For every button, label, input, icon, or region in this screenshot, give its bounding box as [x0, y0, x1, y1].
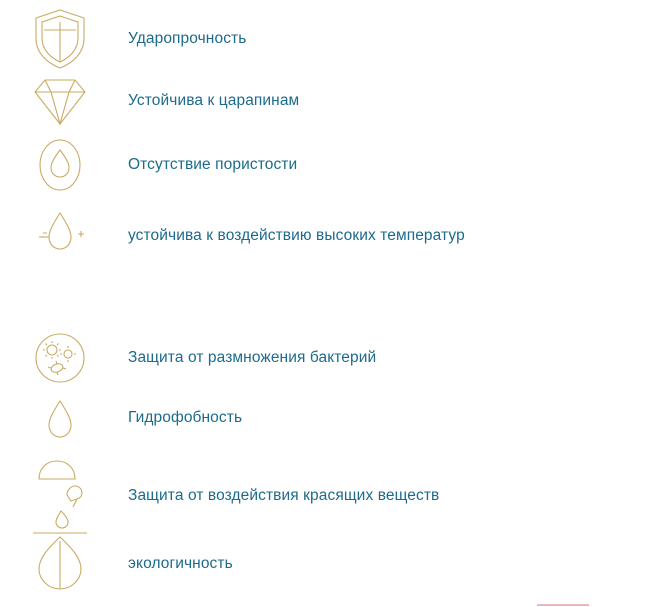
feature-label: Ударопрочность: [128, 30, 247, 48]
feature-label: Защита от воздействия красящих веществ: [128, 487, 440, 505]
accent-underline: [537, 604, 589, 606]
feature-row: [0, 8, 647, 70]
feature-row: [0, 136, 647, 194]
feature-row: [0, 72, 647, 130]
feature-label: экологичность: [128, 555, 233, 573]
feature-label: Устойчива к царапинам: [128, 92, 300, 110]
feature-row: [0, 330, 647, 386]
feature-label: Гидрофобность: [128, 409, 243, 427]
feature-label: Отсутствие пористости: [128, 156, 298, 174]
feature-label: Защита от размножения бактерий: [128, 349, 377, 367]
feature-row: [0, 533, 647, 595]
feature-row: [0, 205, 647, 267]
feature-row: [0, 396, 647, 440]
feature-row: [0, 455, 647, 537]
feature-label: устойчива к воздействию высоких температур: [128, 227, 465, 245]
